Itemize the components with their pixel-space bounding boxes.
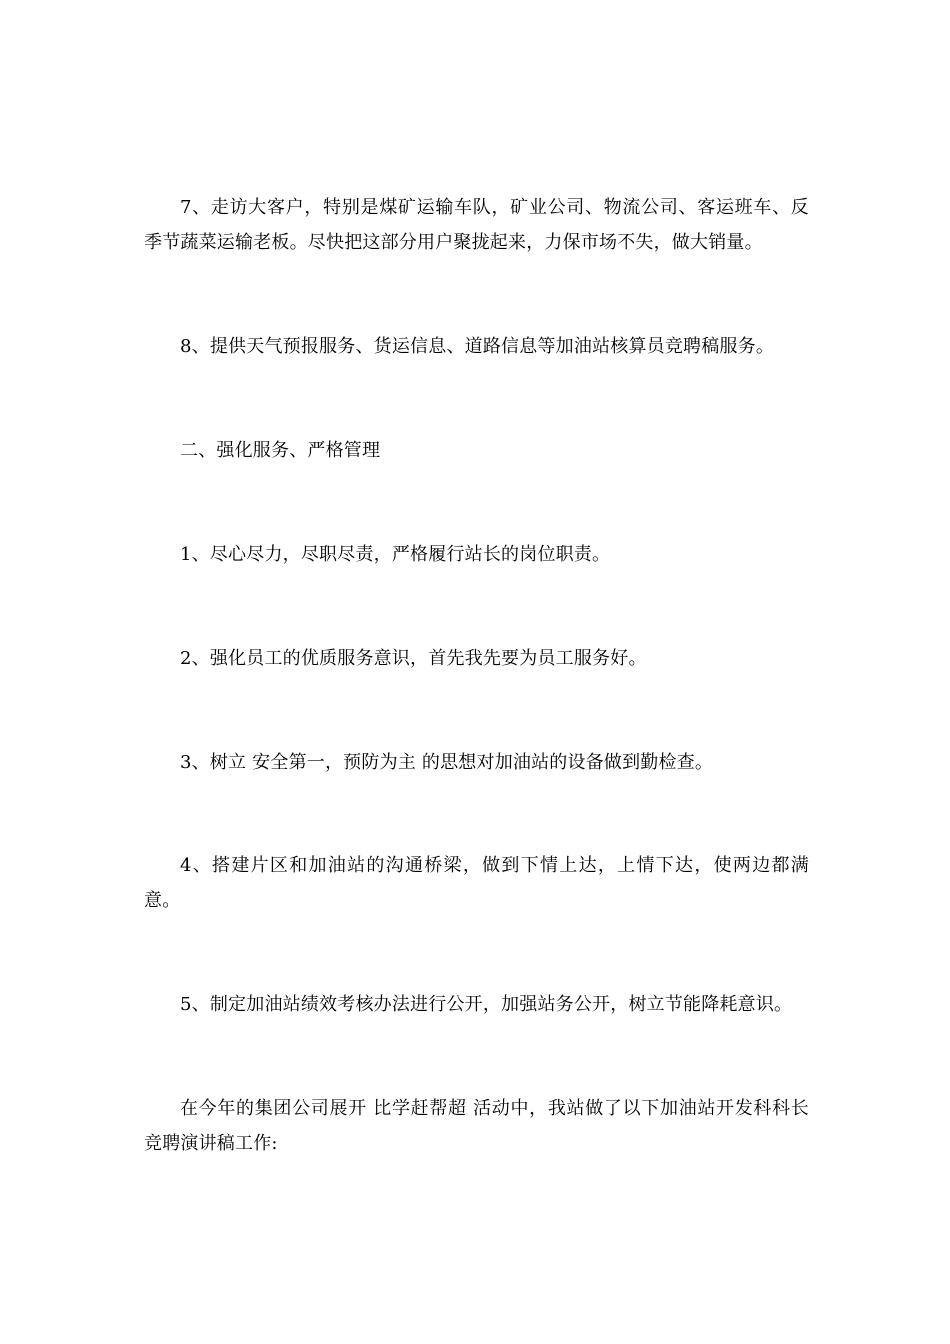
paragraph-item-2: 2、强化员工的优质服务意识，首先我先要为员工服务好。 bbox=[180, 648, 647, 669]
paragraph-item-3: 3、树立 安全第一，预防为主 的思想对加油站的设备做到勤检查。 bbox=[180, 752, 714, 773]
paragraph-item-5: 5、制定加油站绩效考核办法进行公开，加强站务公开，树立节能降耗意识。 bbox=[180, 994, 793, 1015]
section-heading: 二、强化服务、严格管理 bbox=[180, 440, 381, 461]
paragraph-closing: 在今年的集团公司展开 比学赶帮超 活动中，我站做了以下加油站开发科科长竞聘演讲稿工作: bbox=[144, 1098, 809, 1154]
paragraph-item-1: 1、尽心尽力，尽职尽责，严格履行站长的岗位职责。 bbox=[180, 544, 611, 565]
paragraph-item-7: 7、走访大客户，特别是煤矿运输车队，矿业公司、物流公司、客运班车、反季节蔬菜运输老板。尽快把这部分用户聚拢起来，力保市场不失，做大销量。 bbox=[144, 197, 809, 253]
paragraph-item-8: 8、提供天气预报服务、货运信息、道路信息等加油站核算员竞聘稿服务。 bbox=[180, 336, 775, 357]
paragraph-item-4: 4、搭建片区和加油站的沟通桥梁，做到下情上达，上情下达，使两边都满意。 bbox=[144, 855, 809, 911]
